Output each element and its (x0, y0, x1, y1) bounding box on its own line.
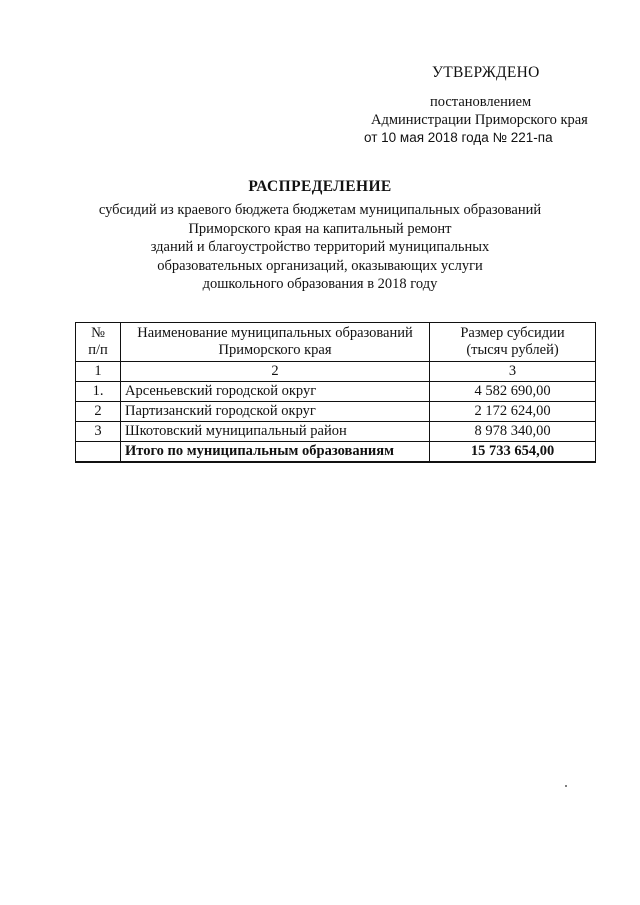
scan-speck (565, 785, 567, 787)
column-index-cell: 2 (121, 362, 430, 382)
row-number: 3 (76, 422, 121, 442)
approval-line-resolution: постановлением (430, 94, 532, 110)
header-number (76, 323, 121, 362)
table-header-row (76, 323, 596, 362)
approval-title: УТВЕРЖДЕНО (432, 64, 540, 81)
row-municipality: Шкотовский муниципальный район (121, 422, 430, 442)
row-amount: 2 172 624,00 (430, 402, 596, 422)
header-name-line2: Приморского края (218, 342, 332, 358)
table-row (76, 402, 596, 422)
row-municipality: Партизанский городской округ (121, 402, 430, 422)
document-subtitle (60, 201, 580, 294)
subtitle-line: образовательных организаций, оказывающих услуги (157, 257, 483, 274)
column-index-cell: 1 (76, 362, 121, 382)
row-number: 1. (76, 382, 121, 402)
document-title: РАСПРЕДЕЛЕНИЕ (248, 178, 392, 195)
column-index-cell: 3 (430, 362, 596, 382)
row-number: 2 (76, 402, 121, 422)
header-name-line1: Наименование муниципальных образований (137, 325, 413, 341)
row-amount: 4 582 690,00 (430, 382, 596, 402)
header-number-line1: № (91, 325, 105, 341)
row-amount: 8 978 340,00 (430, 422, 596, 442)
subtitle-line: зданий и благоустройство территорий муниципальных (150, 239, 490, 255)
total-amount: 15 733 654,00 (430, 442, 596, 463)
subtitle-line: дошкольного образования в 2018 году (202, 276, 438, 292)
table-row (76, 422, 596, 442)
approval-line-date-number: от 10 мая 2018 года № 221-па (364, 130, 553, 145)
header-amount-line1: Размер субсидии (460, 325, 565, 341)
header-amount (430, 323, 596, 362)
row-municipality: Арсеньевский городской округ (121, 382, 430, 402)
total-row (76, 442, 596, 463)
header-name (121, 323, 430, 362)
approval-line-administration: Администрации Приморского края (371, 112, 588, 128)
total-label: Итого по муниципальным образованиям (121, 442, 430, 463)
table-row (76, 382, 596, 402)
column-index-row (76, 362, 596, 382)
subtitle-line: субсидий из краевого бюджета бюджетам муниципальных образований (98, 202, 542, 218)
approval-block (0, 0, 640, 150)
header-amount-line2: (тысяч рублей) (466, 342, 559, 358)
total-number-cell (76, 442, 121, 463)
subsidy-distribution-table (75, 322, 596, 463)
header-number-line2: п/п (88, 342, 108, 358)
subtitle-line: Приморского края на капитальный ремонт (188, 220, 452, 237)
